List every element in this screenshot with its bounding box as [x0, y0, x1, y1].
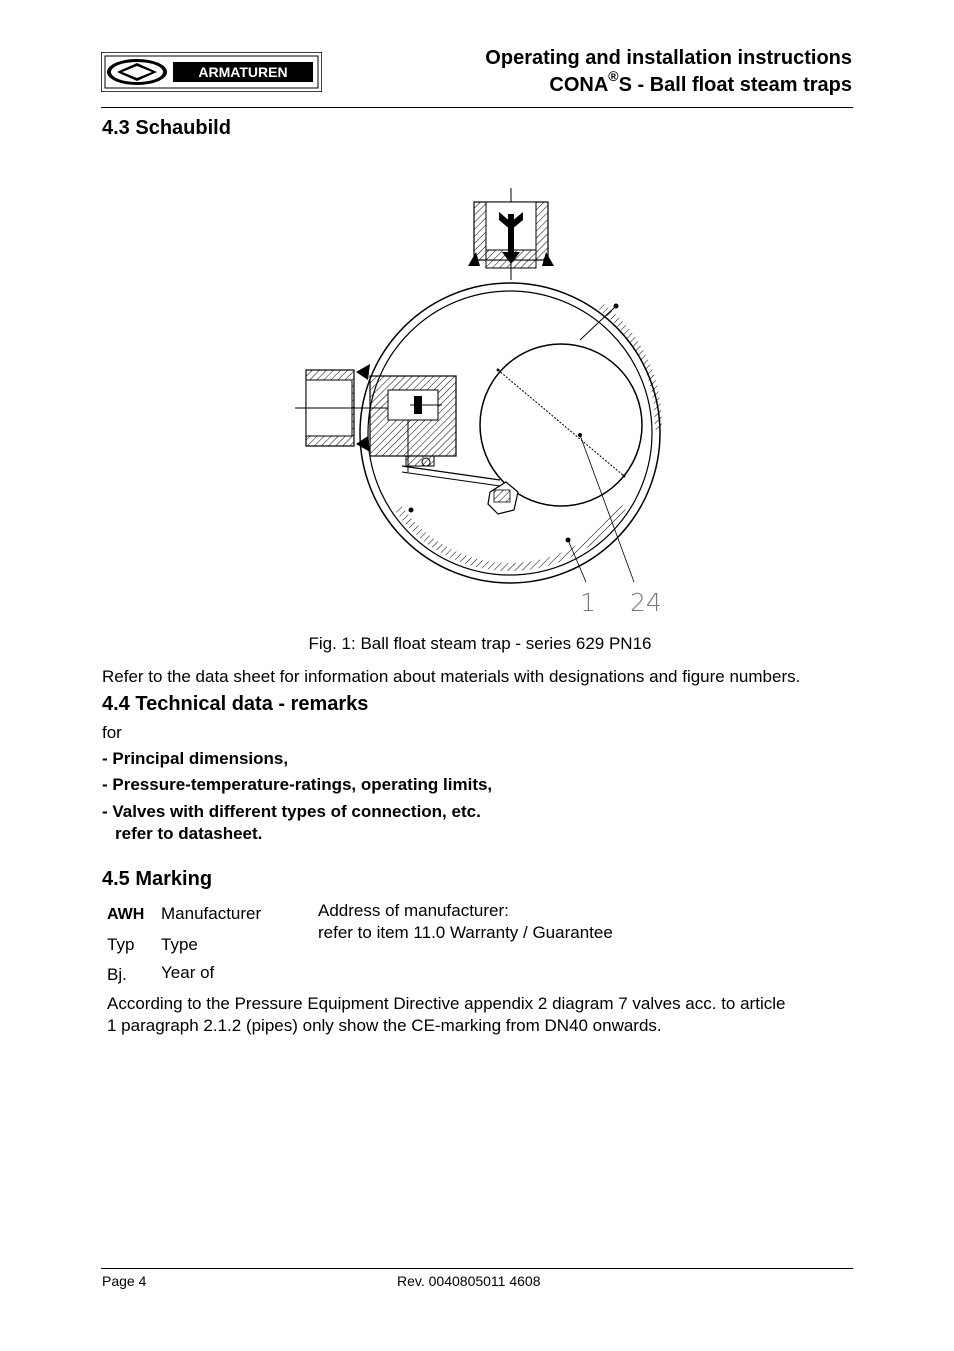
manufacturer-address: Address of manufacturer:: [318, 901, 509, 920]
header-rule: [101, 107, 853, 108]
page-number: Page 4: [102, 1273, 147, 1289]
heading-4-3: 4.3 Schaubild: [102, 117, 231, 139]
marking-label: Type: [161, 935, 198, 954]
steam-trap-drawing: [290, 180, 670, 620]
manufacturer-address-ref: refer to item 11.0 Warranty / Guarantee: [318, 923, 613, 942]
marking-label: Year of: [161, 963, 215, 982]
marking-code: Typ: [107, 935, 135, 954]
datasheet-note: Refer to the data sheet for information about materials with designations and figure numbers.: [102, 667, 801, 686]
remarks-tail: refer to datasheet.: [115, 824, 263, 843]
marking-label: Manufacturer: [161, 904, 262, 923]
remarks-item: - Pressure-temperature-ratings, operating limits,: [102, 775, 493, 794]
remarks-intro: for: [102, 723, 122, 742]
revision-number: Rev. 0040805011 4608: [397, 1273, 541, 1289]
marking-code: AWH: [107, 906, 145, 923]
remarks-item: - Principal dimensions,: [102, 749, 289, 768]
document-subtitle: CONA®S - Ball float steam traps: [549, 68, 852, 96]
directive-text: 1 paragraph 2.1.2 (pipes) only show the CE-marking from DN40 onwards.: [107, 1016, 662, 1035]
ari-armaturen-logo: [101, 52, 322, 92]
directive-text: According to the Pressure Equipment Directive appendix 2 diagram 7 valves acc. to article: [107, 994, 786, 1013]
callout-1: 1: [580, 588, 596, 617]
heading-4-5: 4.5 Marking: [102, 868, 213, 890]
footer-rule: [101, 1268, 853, 1269]
figure-caption: Fig. 1: Ball float steam trap - series 629 PN16: [308, 634, 652, 653]
heading-4-4: 4.4 Technical data - remarks: [102, 693, 369, 715]
remarks-item: - Valves with different types of connection, etc.: [102, 802, 481, 821]
document-title: Operating and installation instructions: [485, 47, 852, 69]
svg-text:ARMATUREN: ARMATUREN: [198, 64, 288, 80]
callout-24: 24: [630, 588, 662, 617]
marking-code: Bj.: [107, 965, 127, 984]
